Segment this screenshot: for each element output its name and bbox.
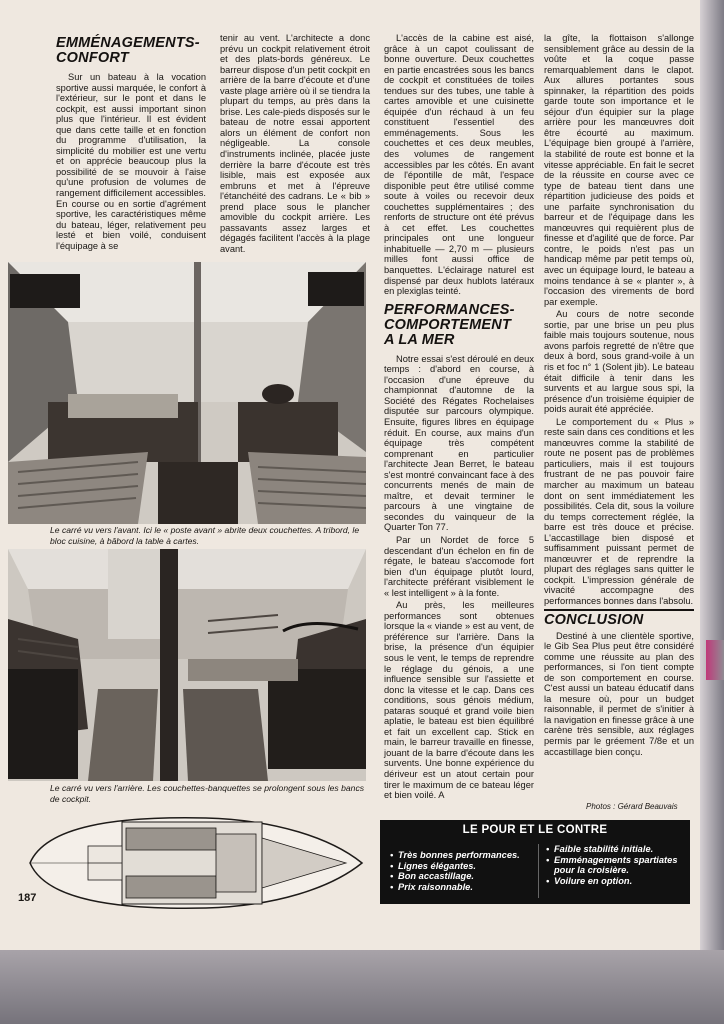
pro-item: • Bon accastillage. bbox=[390, 871, 530, 882]
column-2 bbox=[220, 33, 370, 256]
cons-list bbox=[546, 844, 686, 886]
paragraph: la gîte, la flottaison s'allonge sensiblement grâce au dessin de la voûte et la coque passe remarquablement dans le clapot. Aux allures portantes sous spinnaker, la répartition des poids garde toute son importance et le séjour d'un équipier sur la plage arrière pour les manœuvres doit être écourté au maximum. L'équipage bien groupé à l'arrière, la stabilité de route est bonne et la vitesse appréciable. En fait le secret de la réussite en course avec ce type de bateau tient dans une répartition judicieuse des poids et une parfaite synchronisation du barreur et de l'équipage dans les manœuvres qui requièrent plus de finesse et d'agilité que de force. Par contre, le poids n'est pas un handicap même par petit temps où, avec un équipage lourd, le bateau a moins tendance à se « planter », à l'occasion des virements de bord par exemple. bbox=[544, 33, 694, 307]
section-heading-conclusion: CONCLUSION bbox=[544, 611, 644, 628]
heading-line: CONFORT bbox=[56, 50, 129, 66]
page-number: 187 bbox=[18, 892, 37, 904]
pros-list bbox=[390, 850, 530, 892]
column-1 bbox=[56, 36, 206, 253]
page-edge-shadow bbox=[700, 0, 724, 1024]
con-item: • Faible stabilité initiale. bbox=[546, 844, 686, 855]
heading-line: COMPORTEMENT bbox=[384, 316, 511, 333]
heading-line: A LA MER bbox=[384, 331, 455, 348]
photo-cabin-forward bbox=[8, 262, 366, 524]
photo-caption: Le carré vu vers l'avant. Ici le « poste avant » abrite deux couchettes. A tribord, le bloc cuisine, à bâbord la table à cartes. bbox=[50, 525, 360, 546]
pro-item: • Lignes élégantes. bbox=[390, 861, 530, 872]
con-item: • Emménagements spartiates pour la croisière. bbox=[546, 855, 686, 876]
section-heading-performances bbox=[384, 303, 534, 348]
paragraph: Par un Nordet de force 5 descendant d'un échelon en fin de régate, le bateau s'accomode fort bien d'un équipage plutôt lourd, l'architecte préférant visiblement le « lest intelligent » à la fonte. bbox=[384, 534, 534, 598]
con-item: • Voilure en option. bbox=[546, 876, 686, 887]
pro-item: • Prix raisonnable. bbox=[390, 882, 530, 893]
photo-credit: Photos : Gérard Beauvais bbox=[586, 802, 678, 811]
heading-line: EMMÉNAGEMENTS- bbox=[56, 35, 200, 51]
column-3 bbox=[384, 33, 534, 803]
paragraph: Notre essai s'est déroulé en deux temps : d'abord en course, à l'occasion d'une épreuve du championnat d'automne de la Société des Régates Rochelaises disputée sur parcours olympique. Ensuite, figures libres en équipage réduit. En course, aux mains d'un équipage très compétent comprenant en particulier l'architecte Jean Berret, le bateau s'est montré convaincant face à des concurrents menés de main de maître, et devait terminer le parcours à une vingtaine de secondes du vainqueur de la Quarter Ton 77. bbox=[384, 353, 534, 533]
column-4 bbox=[544, 33, 694, 759]
section-heading-emmenagements bbox=[56, 36, 206, 66]
page-edge-mark bbox=[706, 640, 724, 680]
scan-background bbox=[0, 950, 724, 1024]
photo-caption: Le carré vu vers l'arrière. Les couchettes-banquettes se prolongent sous les bancs de cockpit. bbox=[50, 783, 365, 804]
box-divider bbox=[538, 844, 539, 898]
photo-cabin-aft bbox=[8, 549, 366, 781]
divider bbox=[544, 609, 694, 611]
paragraph: Au cours de notre seconde sortie, par une brise un peu plus faible mais toujours soutenue, nous avons parfois regretté de n'être que deux à bord, sous grand-voile à un ris et foc n° 1 (Solent jib). Le bateau était difficile à tenir dans les survents et au largue sous spi, la présence d'un troisième équipier de poids aurait été appréciée. bbox=[544, 309, 694, 415]
paragraph: Le comportement du « Plus » reste sain dans ces conditions et les manœuvres comme la stabilité de route ne posent pas de problèmes particuliers, mais il est toujours frustrant de ne pas pouvoir faire marcher au maximum un bateau dont on sent immédiatement les possibilités. Cela dit, sous la voilure du temps correctement réglée, la barre est très douce et précise. L'accastillage bien disposé et suffisamment puissant permet de manœuvrer et de reprendre la plupart des réglages sans quitter le cockpit. L'impression générale de vivacité accompagne des performances bonnes dans l'absolu. bbox=[544, 416, 694, 606]
pros-cons-title: LE POUR ET LE CONTRE bbox=[462, 824, 608, 836]
paragraph: Au près, les meilleures performances sont obtenues lorsque la « viande » est au vent, de préférence sur l'arrière. Dans la brise, la présence d'un équipier sous le vent, le temps de reprendre le réglage du génois, a une influence sensible sur l'assiette et donc la vitesse et le cap. Dans ces conditions, sous génois médium, pataras souqué et grand voile bien aplatie, le bateau est bien équilibré et fait un excellent cap. Stick en main, le barreur travaille en finesse, jouant de la barre d'écoute dans les survents. Une bonne expérience du dériveur est un atout certain pour tirer le maximum de ce bateau léger et bien voilé. A bbox=[384, 600, 534, 801]
paragraph: Destiné à une clientèle sportive, le Gib Sea Plus peut être considéré comme une réussite au plan des performances, si l'on tient compte de son comportement en course. C'est aussi un bateau éducatif dans la mesure où, pour un budget raisonnable, il permet de s'initier à la navigation en finesse grâce à une carène très sensible, aux réglages permis par le gréement 7/8e et un accastillage bien conçu. bbox=[544, 630, 694, 757]
paragraph: Sur un bateau à la vocation sportive aussi marquée, le confort à l'extérieur, sur le pont et dans le cockpit, est aussi important sinon plus que l'intérieur. Il est évident que dans cette taille et en fonction du programme d'utilisation, la simplicité du mobilier est une vertu et on appréciе beaucoup plus la possibilité de se mouvoir à l'aise qu'une profusion de volumes de rangement difficilement accessibles. En course ou en sortie d'agrément sportive, les caractéristiques même du bateau, léger, relativement peu lesté et bien voilé, conduisent l'équipage à se bbox=[56, 72, 206, 251]
paragraph: tenir au vent. L'architecte a donc prévu un cockpit relativement étroit et des plats-bords généreux. Le barreur dispose d'un petit cockpit en arrière de la barre d'écoute et d'une vaste plage arrière où il se tiendra la plupart du temps, au près dans la brise. Les cale-pieds disposés sur le bateau de notre essai apportent alors un élément de confort non négligeable. La console d'instruments inclinée, placée juste derrière la barre d'écoute est très lisible, mais est exposée aux embruns et met à l'épreuve l'étanchéité des cadrans. Le « bib » prend place sous le plancher amovible du cockpit arrière. Les passavants assez larges et dégagés facilitent l'accès à la plage avant. bbox=[220, 33, 370, 254]
hull-plan-drawing bbox=[26, 808, 366, 918]
heading-line: PERFORMANCES- bbox=[384, 301, 515, 318]
pro-item: • Très bonnes performances. bbox=[390, 850, 530, 861]
pros-cons-box bbox=[380, 820, 690, 904]
paragraph: L'accès de la cabine est aisé, grâce à un capot coulissant de bonne ouverture. Deux couchettes en partie encastrées sous les bancs de cockpit et constituées de toiles tendues sur des tubes, une table à cartes amovible et une cuisinette équipée d'un réchaud à un feu constituent l'essentiel des emménagements. Sous les couchettes et ces deux meubles, des volumes de rangement accessibles par les côtés. En avant de l'épontille de mât, l'espace disponible peut être utilisé comme soute à voiles ou recevoir deux couchettes supplémentaires ; des renforts de structure ont été prévus à cet effet. Les couchettes principales ont une longueur inhabituelle — 2,70 m — plusieurs milles font aussi office de banquettes. L'éclairage naturel est dispensé par deux hublots latéraux en plexiglas teinté. bbox=[384, 33, 534, 297]
